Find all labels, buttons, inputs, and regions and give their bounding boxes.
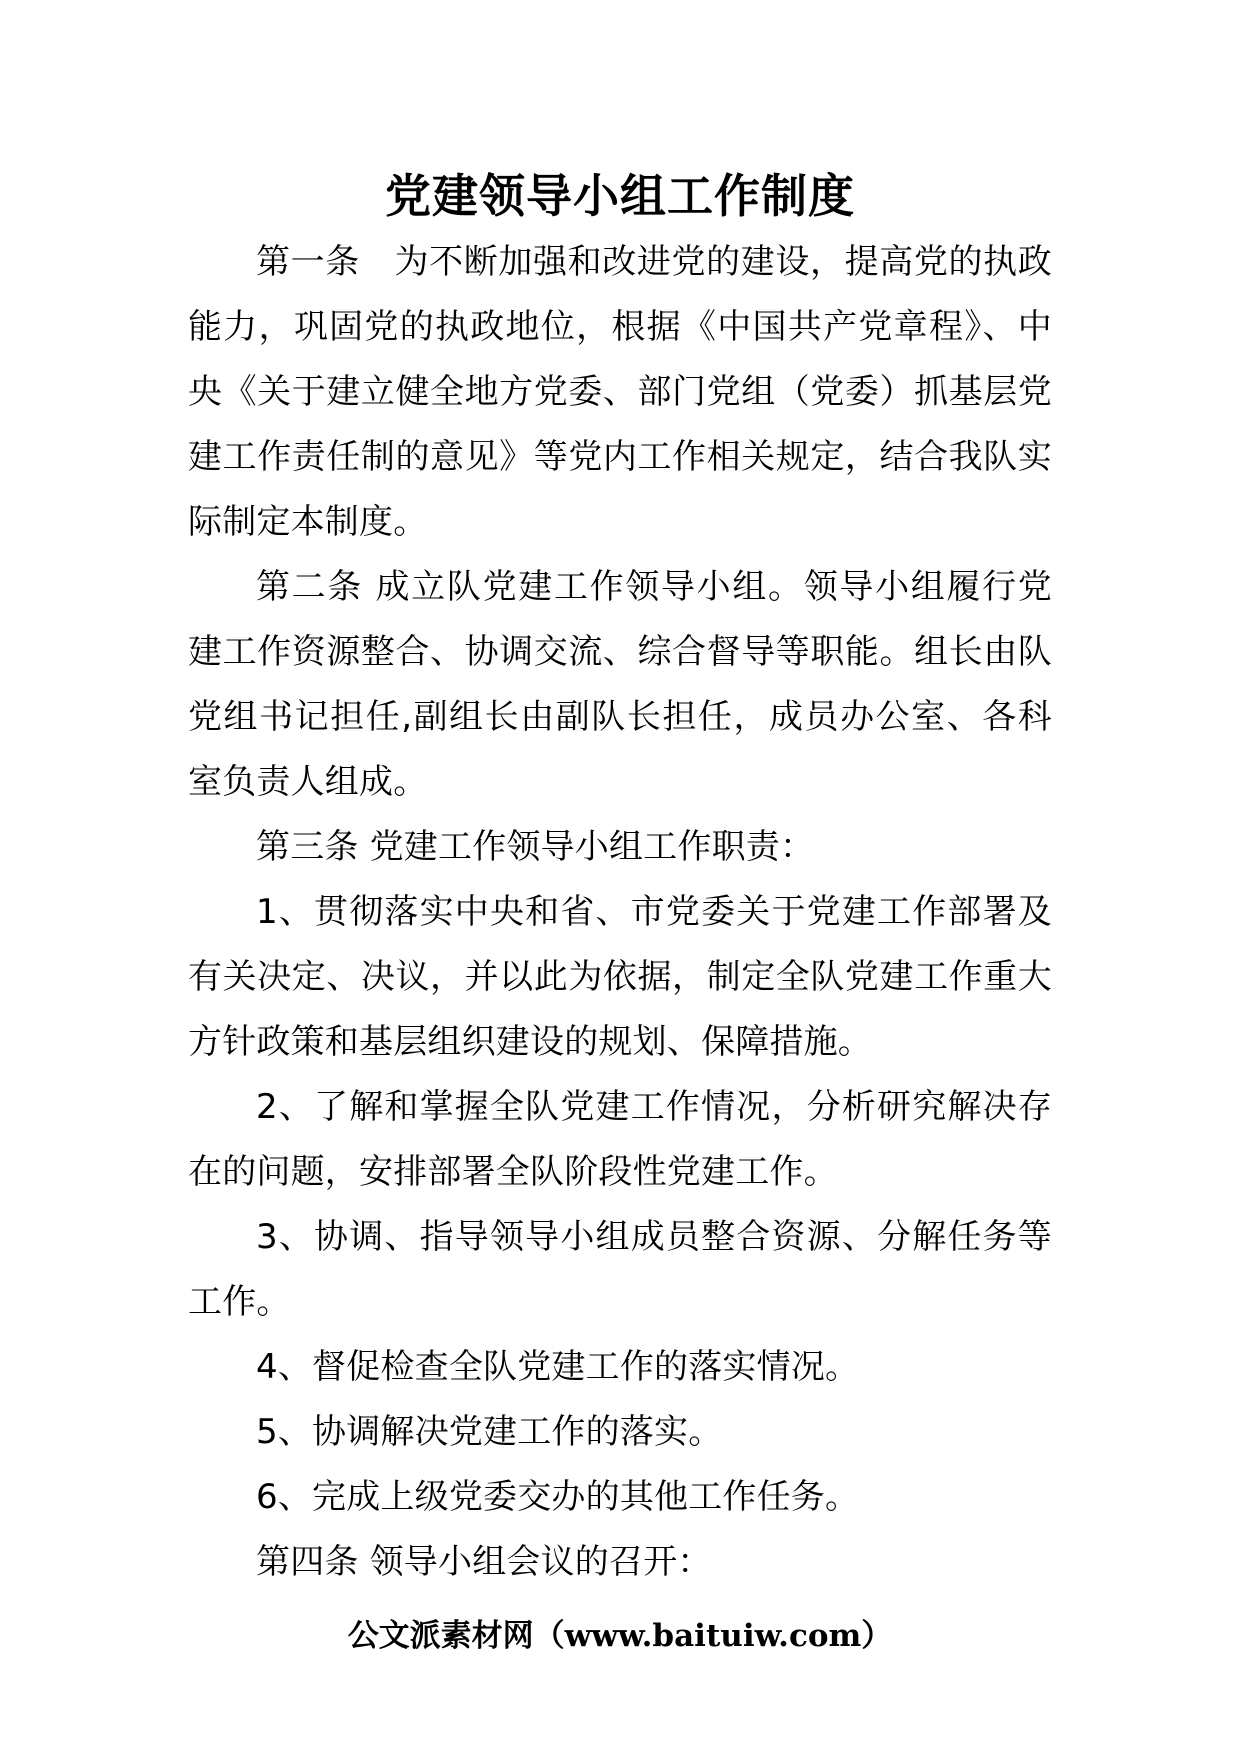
article-1-paragraph: 第一条 为不断加强和改进党的建设，提高党的执政能力，巩固党的执政地位，根据《中国共产党章程》、中央《关于建立健全地方党委、部门党组（党委）抓基层党建工作责任制的意见》等党内工作相关规定，结合我队实际制定本制度。 bbox=[188, 242, 1052, 542]
duty-item-1: 1、贯彻落实中央和省、市党委关于党建工作部署及有关决定、决议，并以此为依据，制定全队党建工作重大方针政策和基层组织建设的规划、保障措施。 bbox=[188, 892, 1052, 1062]
article-2-paragraph: 第二条 成立队党建工作领导小组。领导小组履行党建工作资源整合、协调交流、综合督导等职能。组长由队党组书记担任,副组长由副队长担任，成员办公室、各科室负责人组成。 bbox=[188, 567, 1052, 802]
document-body bbox=[188, 230, 1052, 1595]
document-title: 党建领导小组工作制度 bbox=[385, 169, 855, 223]
duty-item-4: 4、督促检查全队党建工作的落实情况。 bbox=[256, 1347, 860, 1387]
duty-item-2: 2、了解和掌握全队党建工作情况，分析研究解决存在的问题，安排部署全队阶段性党建工作。 bbox=[188, 1087, 1052, 1192]
source-watermark-footer: 公文派素材网（www.baituiw.com） bbox=[347, 1618, 893, 1654]
duty-item-3: 3、协调、指导领导小组成员整合资源、分解任务等工作。 bbox=[188, 1217, 1052, 1322]
article-3-paragraph: 第三条 党建工作领导小组工作职责： bbox=[256, 827, 815, 867]
duty-item-5: 5、协调解决党建工作的落实。 bbox=[256, 1412, 723, 1452]
duty-item-6: 6、完成上级党委交办的其他工作任务。 bbox=[256, 1477, 860, 1517]
article-4-paragraph: 第四条 领导小组会议的召开： bbox=[256, 1542, 712, 1582]
